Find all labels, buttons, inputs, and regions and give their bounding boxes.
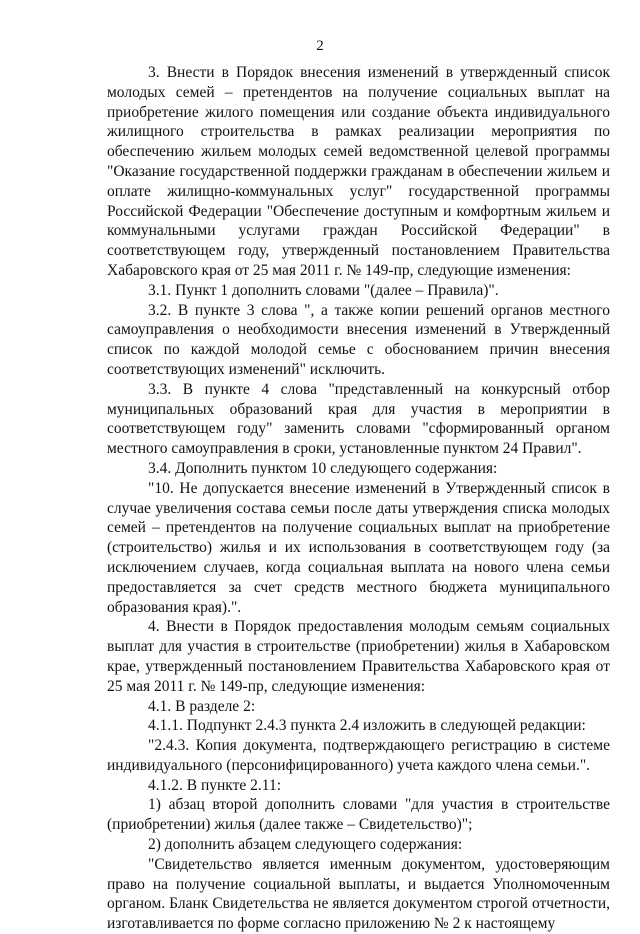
document-body — [107, 63, 610, 934]
paragraph-item-2: 2) дополнить абзацем следующего содержания: — [148, 836, 463, 854]
paragraph-certificate-quote: "Свидетельство является именным документом, удостоверяющим право на получение социальной выплаты, и выдается Уполномоченным органом. Бланк Свидетельства не является документом строгой отчетности, изготавливается по форме согласно приложению № 2 к настоящему — [107, 855, 610, 933]
paragraph-4-1-1: 4.1.1. Подпункт 2.4.3 пункта 2.4 изложить в следующей редакции: — [148, 717, 586, 735]
paragraph-3: 3. Внести в Порядок внесения изменений в утвержденный список молодых семей – претендентов на получение социальных выплат на приобретение жилого помещения или создание объекта индивидуального жилищного строительства в рамках реализации мероприятия по обеспечению жильем молодых семей ведомственной целевой программы "Оказание государственной поддержки гражданам в обеспечении жильем и оплате жилищно-коммунальных услуг" государственной программы Российской Федерации "Обеспечение доступным и комфортным жильем и коммунальными услугами граждан Российской Федерации" в соответствующем году, утвержденный постановлением Правительства Хабаровского края от 25 мая 2011 г. № 149-пр, следующие изменения: — [107, 64, 610, 279]
paragraph-4-1: 4.1. В разделе 2: — [148, 697, 256, 715]
paragraph-3-2: 3.2. В пункте 3 слова ", а также копии решений органов местного самоуправления о необходимости внесения изменений в Утвержденный список по каждой молодой семье с обоснованием причин внесения соответствующих изменений" исключить. — [107, 301, 610, 378]
paragraph-item-1: 1) абзац второй дополнить словами "для участия в строительстве (приобретении) жилья (далее также – Свидетельство)"; — [107, 796, 610, 834]
paragraph-3-3: 3.3. В пункте 4 слова "представленный на конкурсный отбор муниципальных образований края для участия в мероприятии в соответствующем году" заменить словами "сформированный органом местного самоуправления в сроки, установленные пунктом 24 Правил". — [107, 380, 610, 458]
paragraph-3-1: 3.1. Пункт 1 дополнить словами "(далее – Правила)". — [148, 281, 499, 299]
paragraph-2-4-3-quote: "2.4.3. Копия документа, подтверждающего регистрацию в системе индивидуального (персонифицированного) учета каждого члена семьи.". — [107, 737, 610, 774]
page-number: 2 — [316, 38, 324, 54]
paragraph-3-4: 3.4. Дополнить пунктом 10 следующего содержания: — [148, 459, 498, 477]
paragraph-3-4-quote: "10. Не допускается внесение изменений в Утвержденный список в случае увеличения состава семьи после даты утверждения списка молодых семей – претендентов на получение социальных выплат на приобретение (строительство) жилья и их использования в соответствующем году (за исключением случаев, когда социальная выплата на нового члена семьи предоставляется за счет средств местного бюджета муниципального образования края).". — [107, 479, 610, 616]
paragraph-4-1-2: 4.1.2. В пункте 2.11: — [148, 776, 282, 794]
paragraph-4: 4. Внести в Порядок предоставления молодым семьям социальных выплат для участия в строительстве (приобретении) жилья в Хабаровском крае, утвержденный постановлением Правительства Хабаровского края от 25 мая 2011 г. № 149-пр, следующие изменения: — [107, 618, 610, 695]
